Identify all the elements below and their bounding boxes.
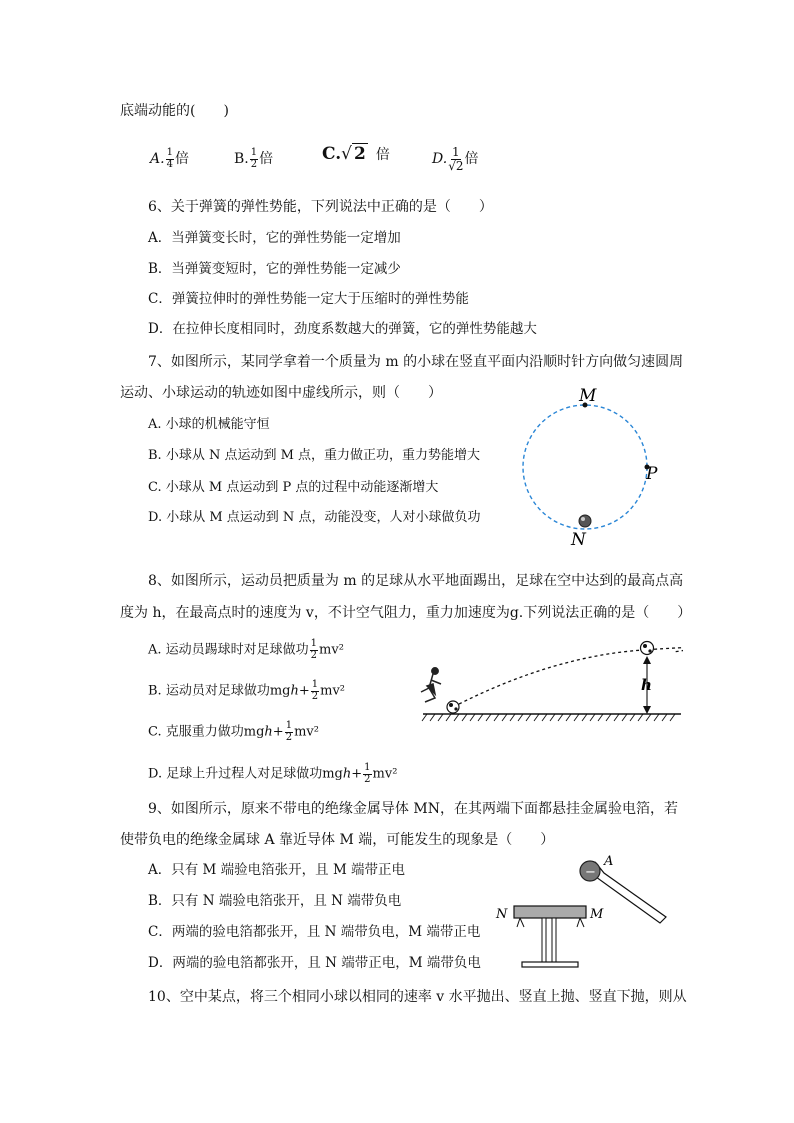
dashed-circular-path: [523, 405, 647, 529]
q5-option-d: D. $\frac{1}{√2}$ 倍: [432, 145, 479, 173]
insulating-rod: [596, 863, 666, 923]
q9-option-d: D．两端的验电箔都张开，且 N 端带正电，M 端带负电: [148, 955, 481, 971]
q8-option-d: D. 足球上升过程人对足球做功mgh+ $\frac{1}{2}$ mv²: [148, 762, 398, 785]
label-m: M: [579, 386, 597, 406]
fraction: $\frac{1}{√2}$: [448, 145, 464, 173]
q9-option-b: B．只有 N 端验电箔张开，且 N 端带负电: [148, 893, 402, 909]
stand-post-right: [552, 918, 556, 962]
q9-stem-line2: 使带负电的绝缘金属球 A 靠近导体 M 端，可能发生的现象是（ ）: [120, 832, 555, 848]
q7-option-c: C. 小球从 M 点运动到 P 点的过程中动能逐渐增大: [148, 480, 439, 495]
ground-hatching: [422, 714, 675, 721]
football-top: [641, 642, 654, 655]
q8-option-c: C. 克服重力做功mgh+ $\frac{1}{2}$ mv²: [148, 720, 319, 743]
fraction-half: $\frac{1}{2}$: [310, 638, 318, 661]
fraction-half: $\frac{1}{2}$: [364, 762, 371, 785]
q10-stem-line1: 10、空中某点，将三个相同小球以相同的速率 v 水平抛出、竖直上抛、竖直下抛，则从: [148, 989, 687, 1005]
label-n: N: [496, 907, 508, 922]
q5-option-b: B. $\frac{1}{2}$ 倍: [234, 147, 274, 170]
ball: [579, 515, 591, 527]
q7-circle-figure: [515, 385, 665, 550]
q6-stem: 6、关于弹簧的弹性势能，下列说法中正确的是（ ）: [148, 199, 493, 215]
q5-stem-end: 底端动能的( ): [120, 103, 229, 119]
fraction: $\frac{1}{4}$: [166, 147, 173, 170]
q5-option-a: A. $\frac{1}{4}$ 倍: [150, 147, 189, 170]
foil-m: [577, 918, 584, 927]
q8-stem-line1: 8、如图所示，运动员把质量为 m 的足球从水平地面踢出，足球在空中达到的最高点高: [148, 573, 684, 589]
q7-option-b: B. 小球从 N 点运动到 M 点，重力做正功，重力势能增大: [148, 448, 481, 463]
arrow-up-icon: [643, 656, 651, 664]
fraction: $\frac{1}{2}$: [250, 147, 258, 170]
negative-charge-icon: −: [585, 865, 596, 880]
q7-stem-line2: 运动、小球运动的轨迹如图中虚线所示，则（ ）: [120, 385, 442, 401]
player-icon: [421, 668, 441, 702]
q7-option-a: A. 小球的机械能守恒: [148, 417, 270, 432]
q9-option-c: C．两端的验电箔都张开，且 N 端带负电，M 端带正电: [148, 924, 481, 940]
label-a: A: [604, 855, 614, 869]
label-n: N: [571, 530, 586, 550]
q6-option-b: B．当弹簧变短时，它的弹性势能一定减少: [148, 261, 401, 277]
q9-stem-line1: 9、如图所示，原来不带电的绝缘金属导体 MN，在其两端下面都悬挂金属验电箔，若: [148, 801, 678, 817]
stand-post-left: [542, 918, 546, 962]
label-h: h: [641, 676, 652, 694]
q7-stem-line1: 7、如图所示，某同学拿着一个质量为 m 的小球在竖直平面内沿顺时针方向做匀速圆周: [148, 354, 684, 370]
q5-option-c: C.√ 2 倍: [322, 144, 390, 164]
conductor-mn: [514, 906, 586, 918]
q6-option-a: A．当弹簧变长时，它的弹性势能一定增加: [148, 230, 401, 246]
q6-option-c: C．弹簧拉伸时的弹性势能一定大于压缩时的弹性势能: [148, 291, 469, 307]
football-start: [447, 701, 459, 713]
q8-option-a: A. 运动员踢球时对足球做功 $\frac{1}{2}$ mv²: [148, 638, 344, 661]
q9-option-a: A．只有 M 端验电箔张开，且 M 端带正电: [148, 862, 406, 878]
stand-base: [522, 962, 578, 967]
q8-stem-line2: 度为 h，在最高点时的速度为 v，不计空气阻力，重力加速度为g.下列说法正确的是（ ）: [120, 605, 692, 621]
fraction-half: $\frac{1}{2}$: [311, 679, 319, 702]
q7-option-d: D. 小球从 M 点运动到 N 点，动能没变，人对小球做负功: [148, 510, 481, 525]
q8-football-figure: [405, 628, 683, 728]
label-m: M: [590, 907, 604, 922]
q9-conductor-figure: [490, 855, 675, 975]
foil-n: [517, 918, 524, 927]
fraction-half: $\frac{1}{2}$: [285, 720, 293, 743]
q6-option-d: D．在拉伸长度相同时，劲度系数越大的弹簧，它的弹性势能越大: [148, 321, 537, 337]
q8-option-b: B. 运动员对足球做功mgh+ $\frac{1}{2}$ mv²: [148, 679, 346, 702]
label-p: P: [646, 464, 658, 484]
arrow-down-icon: [643, 706, 651, 714]
